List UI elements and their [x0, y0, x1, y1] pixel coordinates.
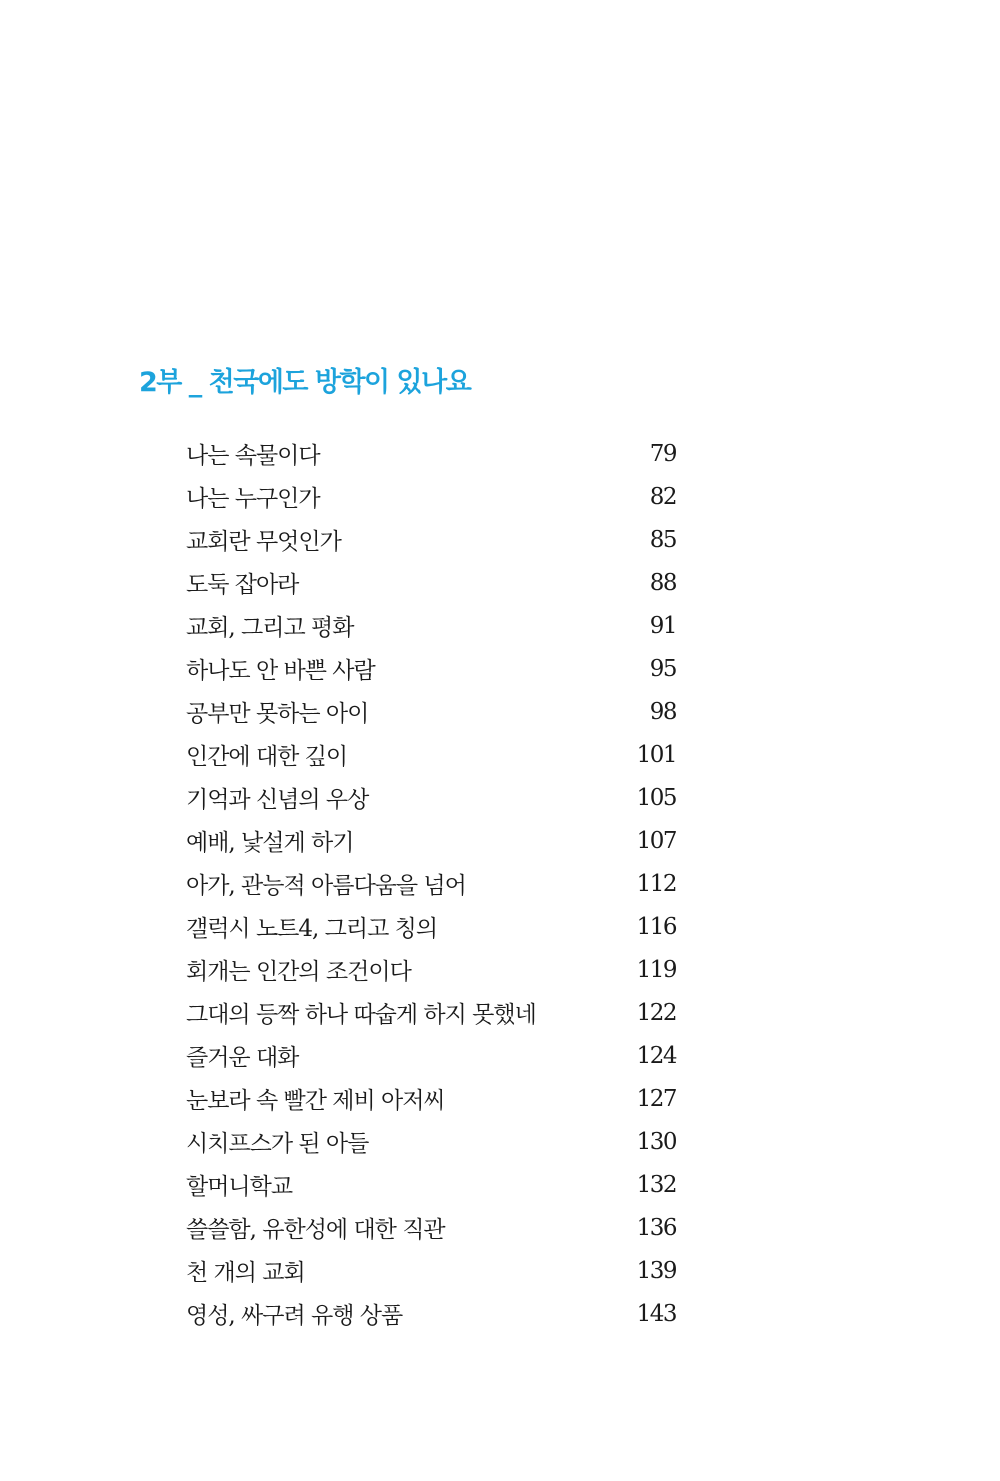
- toc-entry-page-number: 105: [636, 784, 676, 811]
- toc-entry[interactable]: [186, 690, 676, 733]
- toc-entry-page-number: 124: [636, 1042, 676, 1069]
- toc-entry-page-number: 88: [649, 569, 676, 596]
- toc-entry[interactable]: [186, 604, 676, 647]
- toc-entry-title: 회개는 인간의 조건이다: [186, 959, 411, 985]
- toc-entry-title: 나는 누구인가: [186, 486, 320, 512]
- toc-entry-title: 인간에 대한 깊이: [186, 744, 348, 770]
- toc-entry-title: 교회, 그리고 평화: [186, 615, 354, 641]
- toc-entry-page-number: 107: [636, 827, 676, 854]
- toc-entry[interactable]: [186, 475, 676, 518]
- toc-entry-title: 기억과 신념의 우상: [186, 787, 369, 813]
- toc-entry-title: 쓸쓸함, 유한성에 대한 직관: [186, 1217, 445, 1243]
- toc-entry-page-number: 119: [636, 956, 676, 983]
- toc-entry[interactable]: [186, 647, 676, 690]
- toc-entry[interactable]: [186, 776, 676, 819]
- toc-entry-page-number: 132: [636, 1171, 676, 1198]
- toc-entry[interactable]: [186, 1034, 676, 1077]
- toc-entry-title: 공부만 못하는 아이: [186, 701, 369, 727]
- toc-entry-page-number: 101: [636, 741, 676, 768]
- toc-entry[interactable]: [186, 819, 676, 862]
- table-of-contents: [186, 432, 676, 1335]
- toc-entry-page-number: 98: [649, 698, 676, 725]
- toc-entry-page-number: 95: [649, 655, 676, 682]
- toc-entry[interactable]: [186, 561, 676, 604]
- toc-entry-page-number: 85: [649, 526, 676, 553]
- toc-entry[interactable]: [186, 1249, 676, 1292]
- toc-entry-title: 영성, 싸구려 유행 상품: [186, 1303, 403, 1329]
- toc-entry-title: 천 개의 교회: [186, 1260, 305, 1286]
- toc-entry-title: 예배, 낯설게 하기: [186, 830, 354, 856]
- toc-entry-page-number: 136: [636, 1214, 676, 1241]
- toc-entry-page-number: 116: [636, 913, 676, 940]
- toc-entry-page-number: 139: [636, 1257, 676, 1284]
- toc-entry-title: 갤럭시 노트4, 그리고 칭의: [186, 916, 438, 942]
- toc-entry-page-number: 122: [636, 999, 676, 1026]
- toc-entry-title: 도둑 잡아라: [186, 572, 299, 598]
- toc-entry-title: 그대의 등짝 하나 따숩게 하지 못했네: [186, 1002, 536, 1028]
- toc-entry-page-number: 91: [649, 612, 676, 639]
- toc-entry-title: 할머니학교: [186, 1174, 293, 1200]
- toc-entry-title: 눈보라 속 빨간 제비 아저씨: [186, 1088, 445, 1114]
- toc-entry[interactable]: [186, 432, 676, 475]
- toc-entry-title: 하나도 안 바쁜 사람: [186, 658, 375, 684]
- toc-entry-page-number: 112: [636, 870, 676, 897]
- toc-entry-title: 나는 속물이다: [186, 443, 320, 469]
- toc-entry-page-number: 143: [636, 1300, 676, 1327]
- toc-entry[interactable]: [186, 862, 676, 905]
- toc-entry-page-number: 130: [636, 1128, 676, 1155]
- toc-entry[interactable]: [186, 1292, 676, 1335]
- toc-entry[interactable]: [186, 905, 676, 948]
- toc-entry[interactable]: [186, 733, 676, 776]
- toc-entry[interactable]: [186, 948, 676, 991]
- toc-entry-title: 즐거운 대화: [186, 1045, 299, 1071]
- toc-entry[interactable]: [186, 1163, 676, 1206]
- toc-entry-page-number: 82: [649, 483, 676, 510]
- section-heading: 2부 _ 천국에도 방학이 있나요: [139, 367, 471, 398]
- toc-entry-page-number: 79: [649, 440, 676, 467]
- toc-entry-title: 교회란 무엇인가: [186, 529, 341, 555]
- toc-entry[interactable]: [186, 1120, 676, 1163]
- toc-entry-title: 아가, 관능적 아름다움을 넘어: [186, 873, 466, 899]
- toc-entry[interactable]: [186, 991, 676, 1034]
- toc-entry[interactable]: [186, 1077, 676, 1120]
- toc-entry[interactable]: [186, 1206, 676, 1249]
- toc-entry-page-number: 127: [636, 1085, 676, 1112]
- toc-entry[interactable]: [186, 518, 676, 561]
- toc-entry-title: 시치프스가 된 아들: [186, 1131, 369, 1157]
